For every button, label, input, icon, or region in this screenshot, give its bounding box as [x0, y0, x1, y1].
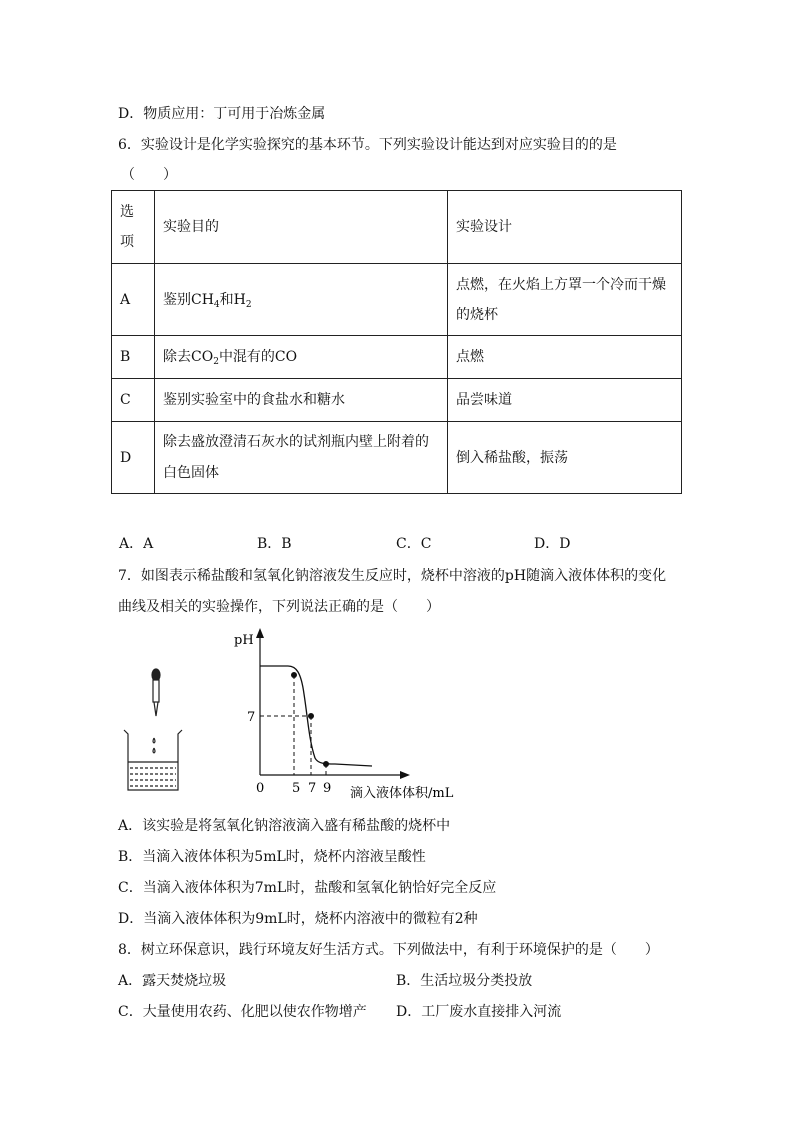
x-tick-0: 0 — [256, 781, 265, 796]
header-design: 实验设计 — [448, 191, 682, 264]
x-tick-9: 9 — [323, 781, 332, 796]
dropper-icon — [152, 669, 160, 716]
row-design: 倒入稀盐酸，振荡 — [448, 422, 682, 494]
point-x7 — [308, 713, 314, 719]
table-header-row — [112, 191, 682, 264]
header-option: 选项 — [112, 191, 155, 264]
q6-answer-paren: （ ） — [121, 167, 177, 183]
point-x5 — [291, 672, 297, 678]
q6-stem: 6．实验设计是化学实验探究的基本环节。下列实验设计能达到对应实验目的的是 — [118, 137, 617, 153]
q6-choice-b[interactable]: B．B — [257, 536, 292, 552]
q5-option-d: D．物质应用：丁可用于冶炼金属 — [118, 106, 326, 122]
q8-option-b[interactable]: B．生活垃圾分类投放 — [396, 973, 533, 989]
header-purpose: 实验目的 — [155, 191, 448, 264]
row-option: C — [112, 379, 155, 422]
row-design: 品尝味道 — [448, 379, 682, 422]
row-purpose: 除去$CO_2$中混有的CO — [155, 336, 448, 379]
q8-option-c[interactable]: C．大量使用农药、化肥以使农作物增产 — [118, 1004, 367, 1020]
table-row — [112, 336, 682, 379]
y-tick-7: 7 — [247, 710, 256, 725]
x-axis-arrow — [400, 771, 410, 779]
q7-option-d[interactable]: D．当滴入液体体积为9mL时，烧杯内溶液中的微粒有2种 — [118, 911, 478, 927]
table-row — [112, 264, 682, 336]
row-option: B — [112, 336, 155, 379]
x-axis-label: 滴入液体体积/mL — [350, 786, 454, 801]
x-tick-7: 7 — [308, 781, 317, 796]
q6-choice-d[interactable]: D．D — [534, 536, 571, 552]
ph-chart — [234, 628, 454, 801]
q7-option-c[interactable]: C．当滴入液体体积为7mL时，盐酸和氢氧化钠恰好完全反应 — [118, 880, 497, 896]
q7-figure — [110, 620, 470, 805]
beaker-icon — [124, 730, 182, 790]
q7-stem-line1: 7．如图表示稀盐酸和氢氧化钠溶液发生反应时，烧杯中溶液的pH随滴入液体体积的变化 — [118, 568, 667, 584]
x-tick-5: 5 — [292, 781, 301, 796]
row-purpose: 鉴别$CH_4$和$H_2$ — [155, 264, 448, 336]
q6-choice-a[interactable]: A．A — [119, 536, 154, 552]
y-axis-arrow — [256, 628, 264, 638]
q8-option-d[interactable]: D．工厂废水直接排入河流 — [396, 1004, 562, 1020]
table-row — [112, 422, 682, 494]
q7-option-a[interactable]: A．该实验是将氢氧化钠溶液滴入盛有稀盐酸的烧杯中 — [118, 818, 451, 834]
q7-stem-line2: 曲线及相关的实验操作，下列说法正确的是（ ） — [118, 599, 440, 615]
table-row — [112, 379, 682, 422]
row-purpose: 鉴别实验室中的食盐水和糖水 — [155, 379, 448, 422]
q8-stem: 8．树立环保意识，践行环境友好生活方式。下列做法中，有利于环境保护的是（ ） — [118, 942, 659, 958]
y-axis-label: pH — [234, 633, 254, 648]
row-design: 点燃，在火焰上方罩一个冷而干燥的烧杯 — [448, 264, 682, 336]
row-option: A — [112, 264, 155, 336]
point-x9 — [323, 761, 329, 767]
row-design: 点燃 — [448, 336, 682, 379]
q6-table — [111, 190, 682, 494]
row-purpose: 除去盛放澄清石灰水的试剂瓶内壁上附着的白色固体 — [155, 422, 448, 494]
row-option: D — [112, 422, 155, 494]
q6-choice-c[interactable]: C．C — [396, 536, 432, 552]
q7-option-b[interactable]: B．当滴入液体体积为5mL时，烧杯内溶液呈酸性 — [118, 849, 426, 865]
q8-option-a[interactable]: A．露天焚烧垃圾 — [118, 973, 227, 989]
